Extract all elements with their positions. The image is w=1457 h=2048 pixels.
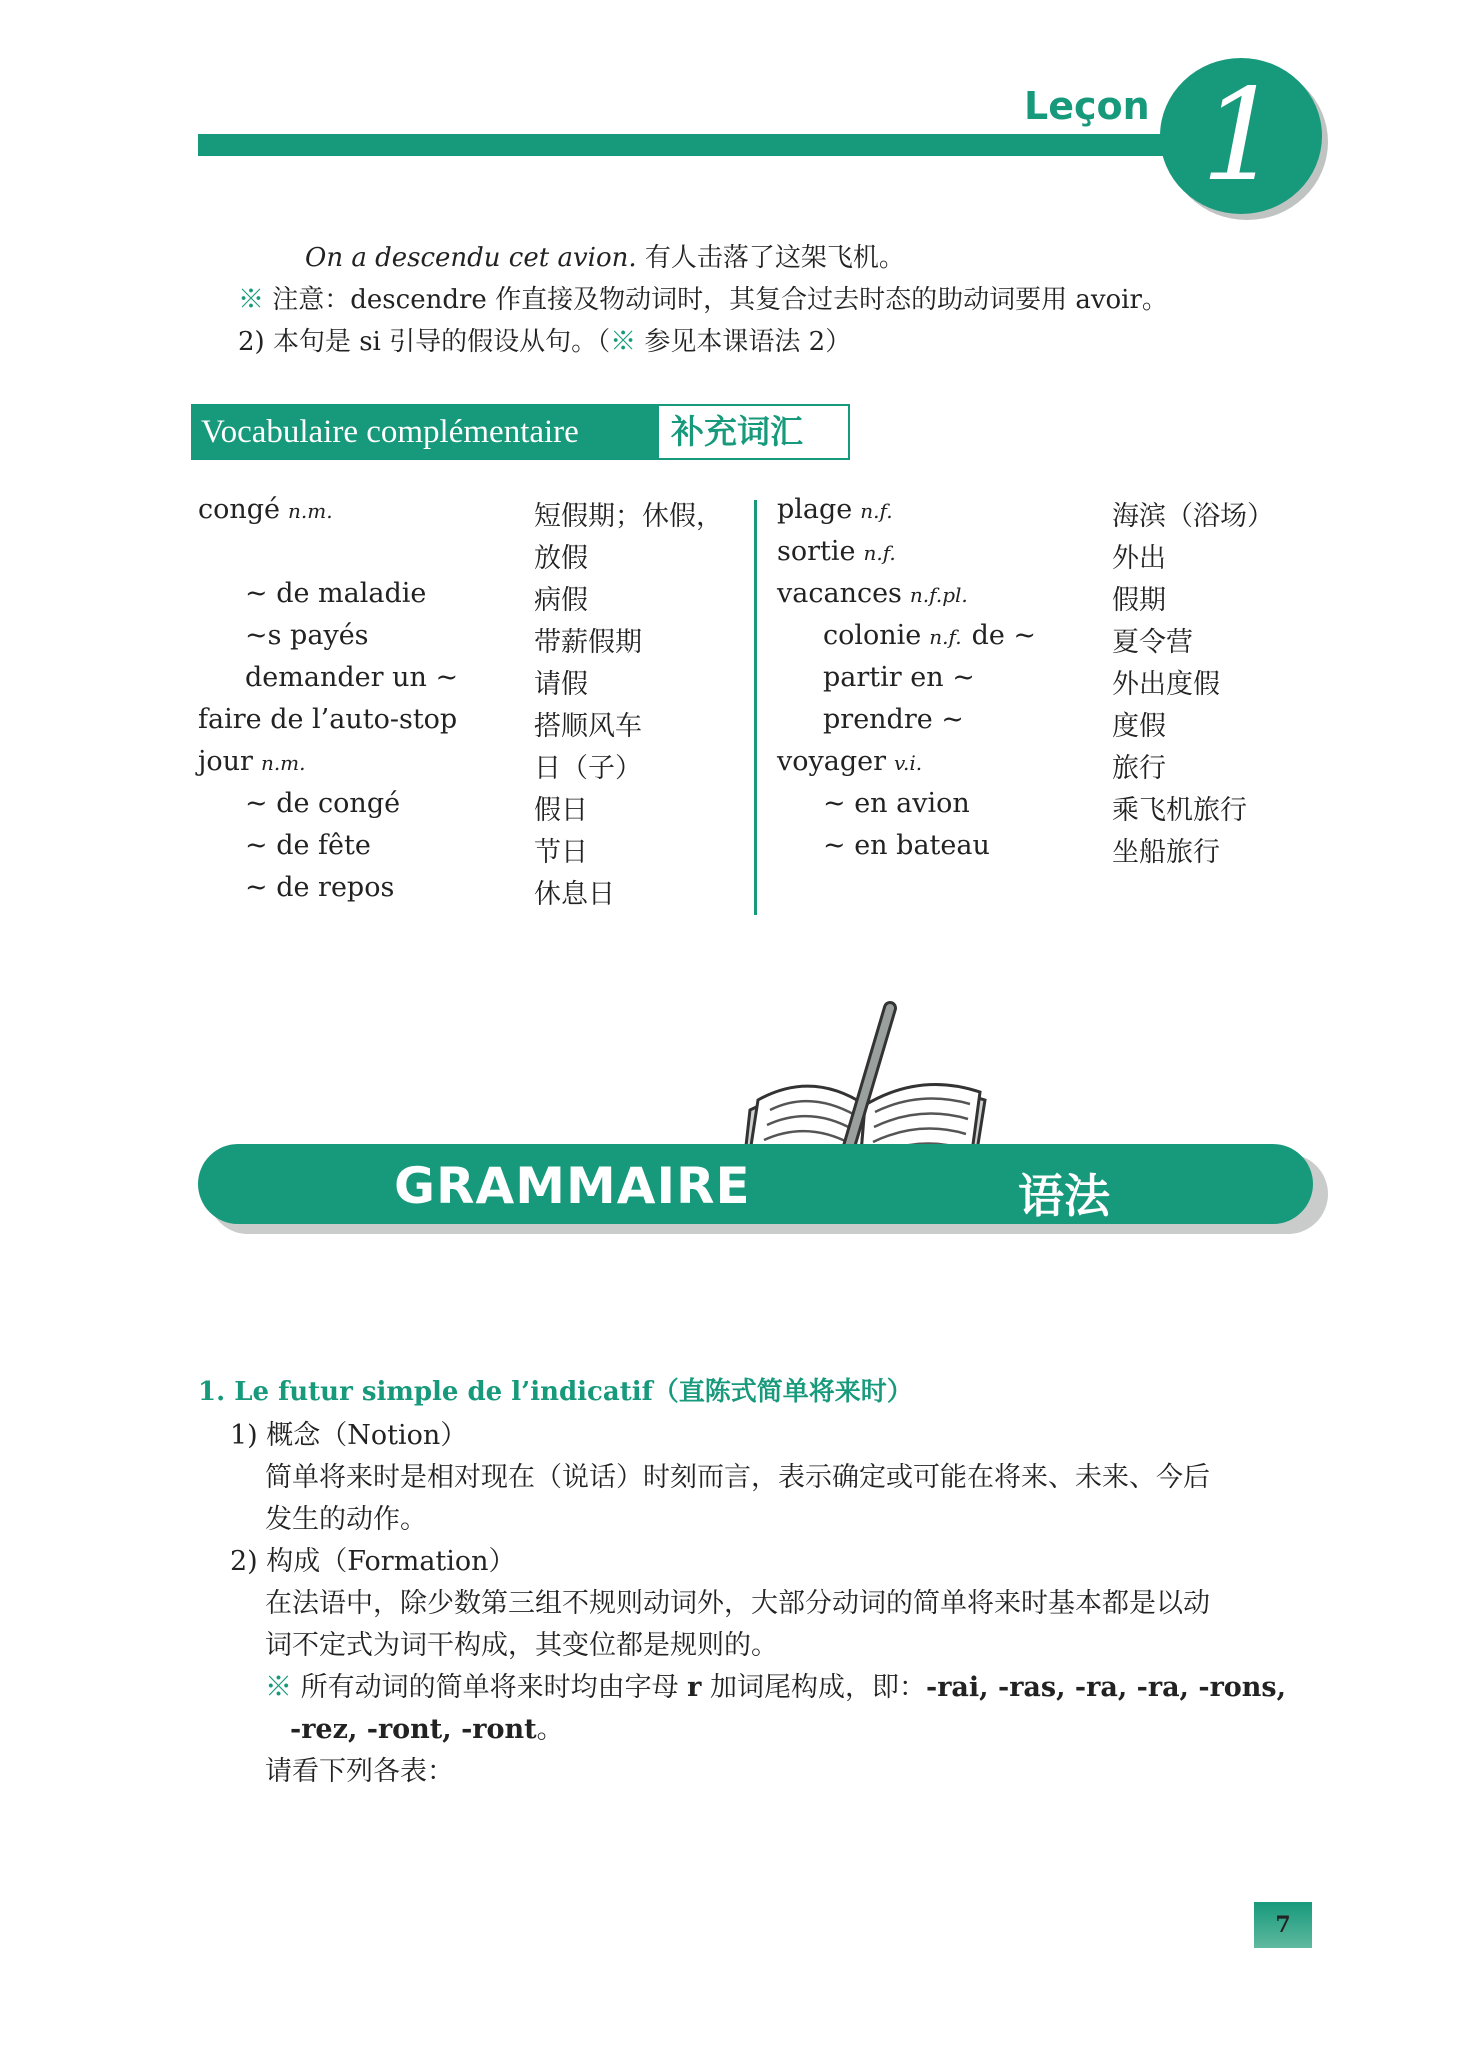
rule-text-2: 加词尾构成，即： <box>701 1672 926 1703</box>
vocab-term-text: vacances <box>777 578 902 609</box>
vocab-heading-fr: Vocabulaire complémentaire <box>193 406 659 458</box>
vocab-term-text: faire de l’auto-stop <box>198 704 458 735</box>
grammar-banner <box>198 1144 1313 1224</box>
vocab-translation: 坐船旅行 <box>1112 837 1220 868</box>
vocab-term-abbr: v.i. <box>894 751 923 775</box>
note-line <box>238 279 1168 316</box>
vocab-translation: 请假 <box>534 669 588 700</box>
vocab-term <box>823 788 970 819</box>
vocab-term <box>777 536 896 567</box>
vocab-translation: 乘飞机旅行 <box>1112 795 1247 826</box>
vocab-term-text: congé <box>198 494 281 525</box>
vocab-translation: 度假 <box>1112 711 1166 742</box>
vocab-translation: 假日 <box>534 795 588 826</box>
rule-letter: r <box>687 1672 702 1703</box>
vocab-term-text: sortie <box>777 536 856 567</box>
vocab-term <box>245 872 394 903</box>
header-bar <box>198 134 1318 156</box>
rule-line-2 <box>290 1707 564 1746</box>
lesson-label: Leçon <box>1024 84 1150 128</box>
vocab-term <box>777 494 893 525</box>
rule-mark-icon: ※ <box>265 1672 292 1703</box>
see-table-line: 请看下列各表： <box>265 1756 454 1787</box>
vocab-translation: 日（子） <box>534 753 642 784</box>
vocab-translation: 外出 <box>1112 543 1166 574</box>
vocab-term <box>245 578 426 609</box>
vocab-term-text: colonie <box>823 620 922 651</box>
formation-line-2: 词不定式为词干构成，其变位都是规则的。 <box>265 1630 778 1661</box>
vocab-term <box>777 746 922 777</box>
vocab-translation: 旅行 <box>1112 753 1166 784</box>
vocab-term-abbr: n.m. <box>260 751 306 775</box>
vocab-translation: 海滨（浴场） <box>1112 501 1274 532</box>
vocab-term <box>823 662 975 693</box>
vocab-term-abbr: n.m. <box>288 499 333 523</box>
vocab-term <box>777 578 968 609</box>
vocab-translation: 放假 <box>534 543 588 574</box>
vocab-term-text: ~ de fête <box>245 830 371 861</box>
grammar-banner-fr: GRAMMAIRE <box>394 1157 751 1215</box>
grammar-banner-zh: 语法 <box>1018 1169 1110 1223</box>
vocab-translation: 假期 <box>1112 585 1166 616</box>
point-2-mark-icon: ※ <box>610 327 637 357</box>
vocab-term <box>245 830 371 861</box>
vocab-term-text: ~ en avion <box>823 788 970 819</box>
vocab-term <box>198 704 457 735</box>
vocab-translation: 搭顺风车 <box>534 711 642 742</box>
vocab-term-abbr: n.f. <box>929 625 962 649</box>
example-sentence <box>305 237 905 274</box>
vocab-translation: 休息日 <box>534 879 615 910</box>
vocab-term-abbr: n.f. <box>863 541 896 565</box>
vocab-term <box>245 788 400 819</box>
notion-heading: 1) 概念（Notion） <box>230 1420 468 1451</box>
vocab-term-text: demander un ~ <box>245 662 459 693</box>
vocab-term <box>198 746 306 777</box>
vocab-translation: 短假期；休假， <box>534 501 723 532</box>
notion-line-2: 发生的动作。 <box>265 1504 427 1535</box>
vocab-term-tail: de ~ <box>971 620 1037 651</box>
vocab-translation: 外出度假 <box>1112 669 1220 700</box>
vocab-term-text: voyager <box>777 746 887 777</box>
vocab-translation: 节日 <box>534 837 588 868</box>
rule-endings-2: -rez, -ront, -ront <box>290 1714 537 1745</box>
vocab-term-text: jour <box>198 746 253 777</box>
vocab-term <box>823 620 1036 651</box>
point-2-line <box>238 321 851 358</box>
vocab-term-abbr: n.f.pl. <box>909 583 968 607</box>
vocab-term <box>245 662 458 693</box>
vocab-column-divider <box>754 500 757 915</box>
vocab-term-abbr: n.f. <box>860 499 893 523</box>
notion-line-1: 简单将来时是相对现在（说话）时刻而言，表示确定或可能在将来、未来、今后 <box>265 1462 1210 1493</box>
lesson-number-badge: 1 <box>1160 58 1322 214</box>
rule-endings: -rai, -ras, -ra, -ra, -rons, <box>926 1672 1287 1703</box>
vocab-term-text: ~s payés <box>245 620 369 651</box>
point-2-text: 2) 本句是 si 引导的假设从句。（ <box>238 327 611 357</box>
vocab-heading-zh: 补充词汇 <box>671 412 803 451</box>
vocab-heading-box <box>191 404 850 460</box>
vocab-term <box>198 494 333 525</box>
vocab-translation: 病假 <box>534 585 588 616</box>
vocab-term-text: ~ de congé <box>245 788 401 819</box>
vocab-term <box>823 704 964 735</box>
vocab-term-text: ~ de maladie <box>245 578 427 609</box>
vocab-term-text: prendre ~ <box>823 704 964 735</box>
vocab-term-text: ~ en bateau <box>823 830 990 861</box>
rule-text: 所有动词的简单将来时均由字母 <box>292 1672 688 1703</box>
page-number: 7 <box>1254 1902 1312 1948</box>
vocab-term-text: plage <box>777 494 853 525</box>
note-mark-icon: ※ <box>238 285 265 315</box>
vocab-term-text: ~ de repos <box>245 872 395 903</box>
example-fr: On a descendu cet avion. <box>305 243 637 273</box>
formation-heading: 2) 构成（Formation） <box>230 1546 516 1577</box>
point-2-end: 参见本课语法 2） <box>636 327 852 357</box>
formation-line-1: 在法语中，除少数第三组不规则动词外，大部分动词的简单将来时基本都是以动 <box>265 1588 1210 1619</box>
vocab-term <box>823 830 990 861</box>
vocab-translation: 夏令营 <box>1112 627 1193 658</box>
vocab-term <box>245 620 369 651</box>
rule-line-1 <box>265 1665 1286 1704</box>
section-title: 1. Le futur simple de l’indicatif（直陈式简单将来时） <box>198 1377 913 1407</box>
vocab-term-text: partir en ~ <box>823 662 975 693</box>
note-text: 注意：descendre 作直接及物动词时，其复合过去时态的助动词要用 avoir。 <box>272 285 1168 315</box>
rule-line-2-end: 。 <box>536 1714 564 1745</box>
example-zh: 有人击落了这架飞机。 <box>644 243 905 273</box>
vocab-translation: 带薪假期 <box>534 627 642 658</box>
